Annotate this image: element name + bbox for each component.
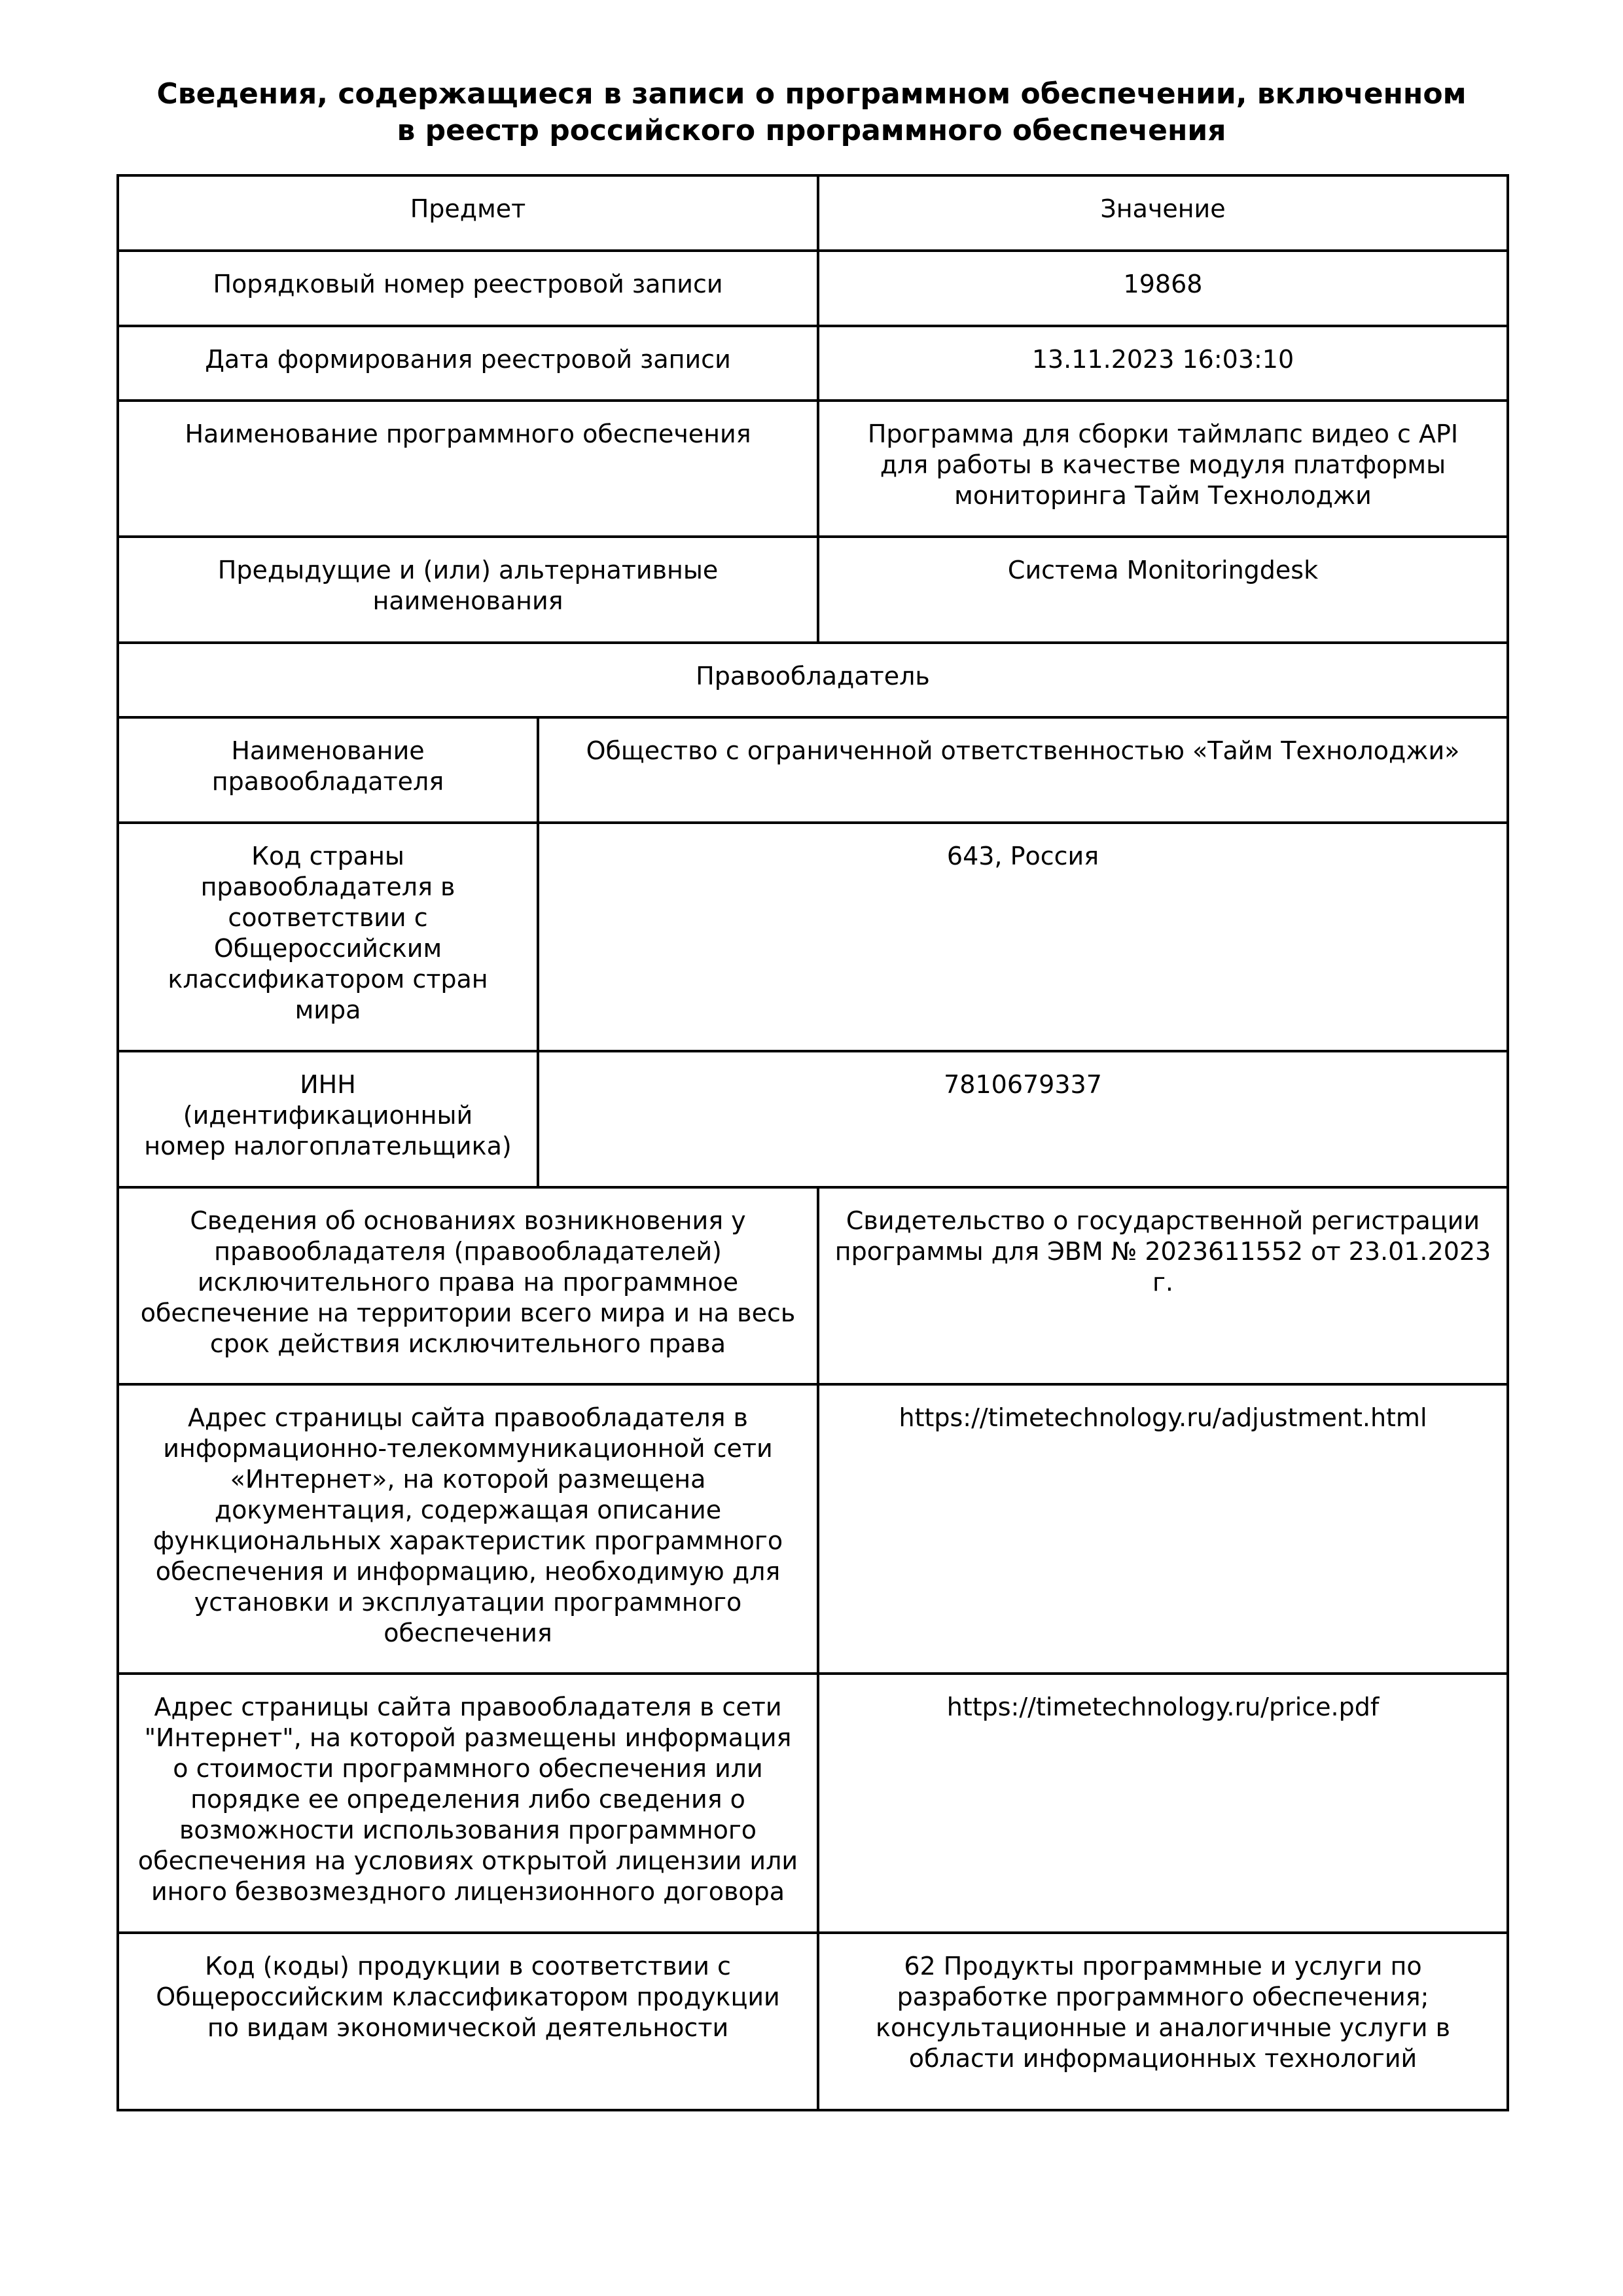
documentation-url-value: https://timetechnology.ru/adjustment.html xyxy=(818,1384,1508,1674)
product-codes-label: Код (коды) продукции в соответствии с Общероссийским классификатором продукции по видам экономической деятельности xyxy=(118,1933,818,2110)
document-title-line-1: Сведения, содержащиеся в записи о программном обеспечении, включенном xyxy=(156,77,1467,111)
table-header-row xyxy=(118,175,1508,251)
formation-date-value: 13.11.2023 16:03:10 xyxy=(818,326,1508,401)
product-codes-value: 62 Продукты программные и услуги по разработке программного обеспечения; консультационные и аналогичные услуги в области информационных технологий xyxy=(818,1933,1508,2110)
documentation-url-row xyxy=(118,1384,1508,1674)
software-name-value: Программа для сборки таймлапс видео с API для работы в качестве модуля платформы мониторинга Тайм Технолоджи xyxy=(818,401,1508,537)
header-value-cell: Значение xyxy=(818,175,1508,251)
registry-number-row xyxy=(118,251,1508,326)
document-title xyxy=(116,76,1507,149)
price-url-label: Адрес страницы сайта правообладателя в сети "Интернет", на которой размещены информация о стоимости программного обеспечения или порядке ее определения либо сведения о возможности использования программного обеспечения на условиях открытой лицензии или иного безвозмездного лицензионного договора xyxy=(118,1674,818,1933)
rightholder-name-label: Наименование правообладателя xyxy=(118,717,538,823)
formation-date-row xyxy=(118,326,1508,401)
alternative-names-row xyxy=(118,537,1508,643)
inn-row xyxy=(118,1051,1508,1187)
rightholder-section-row xyxy=(118,643,1508,717)
alternative-names-value: Система Monitoringdesk xyxy=(818,537,1508,643)
formation-date-label: Дата формирования реестровой записи xyxy=(118,326,818,401)
rights-basis-label: Сведения об основаниях возникновения у правообладателя (правообладателей) исключительного права на программное обеспечение на территории всего мира и на весь срок действия исключительного права xyxy=(118,1187,818,1384)
alternative-names-label: Предыдущие и (или) альтернативные наименования xyxy=(118,537,818,643)
country-code-label: Код страны правообладателя в соответствии с Общероссийским классификатором стран мира xyxy=(118,823,538,1051)
registry-record-table xyxy=(116,174,1509,2111)
software-name-label: Наименование программного обеспечения xyxy=(118,401,818,537)
rightholder-name-value: Общество с ограниченной ответственностью «Тайм Технолоджи» xyxy=(538,717,1508,823)
price-url-row xyxy=(118,1674,1508,1933)
inn-label: ИНН (идентификационный номер налогоплательщика) xyxy=(118,1051,538,1187)
rights-basis-value: Свидетельство о государственной регистрации программы для ЭВМ № 2023611552 от 23.01.2023 г. xyxy=(818,1187,1508,1384)
document-title-line-2: в реестр российского программного обеспечения xyxy=(397,114,1226,147)
documentation-url-label: Адрес страницы сайта правообладателя в информационно-телекоммуникационной сети «Интернет», на которой размещена документация, содержащая описание функциональных характеристик программного обеспечения и информацию, необходимую для установки и эксплуатации программного обеспечения xyxy=(118,1384,818,1674)
country-code-value: 643, Россия xyxy=(538,823,1508,1051)
inn-value: 7810679337 xyxy=(538,1051,1508,1187)
country-code-row xyxy=(118,823,1508,1051)
price-url-value: https://timetechnology.ru/price.pdf xyxy=(818,1674,1508,1933)
header-subject-cell: Предмет xyxy=(118,175,818,251)
rightholder-name-row xyxy=(118,717,1508,823)
registry-number-label: Порядковый номер реестровой записи xyxy=(118,251,818,326)
product-codes-row xyxy=(118,1933,1508,2110)
registry-number-value: 19868 xyxy=(818,251,1508,326)
rights-basis-row xyxy=(118,1187,1508,1384)
rightholder-section-heading: Правообладатель xyxy=(118,643,1508,717)
software-name-row xyxy=(118,401,1508,537)
